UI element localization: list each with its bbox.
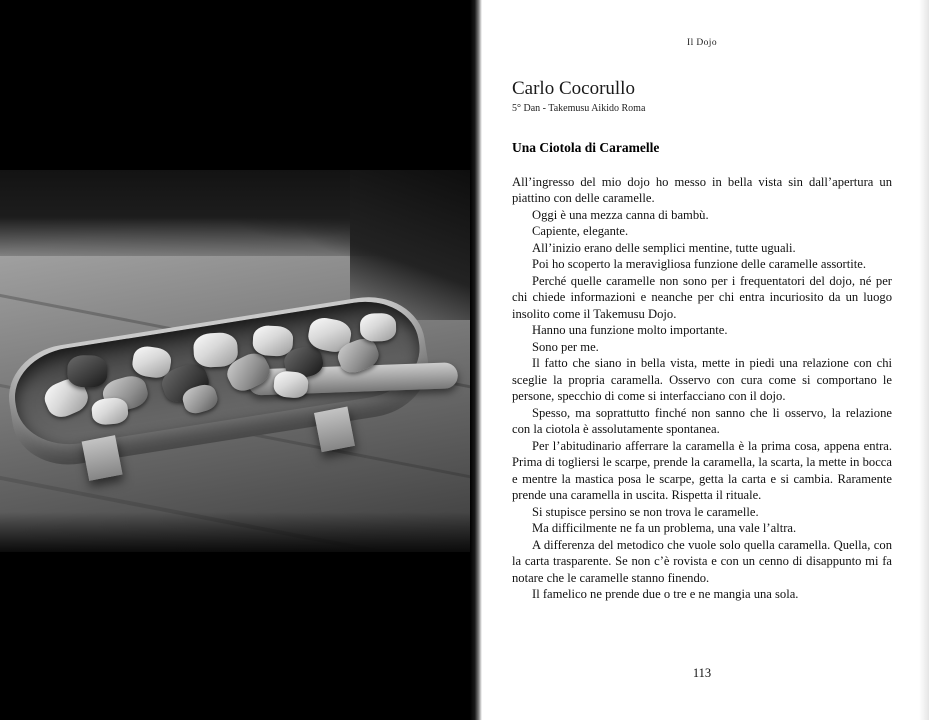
book-gutter xyxy=(470,0,482,720)
paragraph: Capiente, elegante. xyxy=(532,224,629,239)
paragraph: Ma difficilmente ne fa un problema, una vale l’altra. xyxy=(532,521,797,536)
author-name: Carlo Cocorullo xyxy=(512,78,635,99)
tray-foot xyxy=(82,435,123,481)
photograph-bamboo-tray xyxy=(0,170,470,552)
author-subtitle: 5° Dan - Takemusu Aikido Roma xyxy=(512,103,646,114)
paragraph: Il famelico ne prende due o tre e ne mangia una sola. xyxy=(532,587,799,602)
paragraph: Hanno una funzione molto importante. xyxy=(532,323,728,338)
article-body xyxy=(512,174,892,603)
tray-foot xyxy=(314,406,355,452)
paragraph: Perché quelle caramelle non sono per i frequentatori del dojo, né per chi chiede informazioni e neanche per chi entra incuriosito da un luogo insolito come il Takemusu Dojo. xyxy=(512,273,892,321)
right-page-text xyxy=(482,0,929,720)
paragraph: Si stupisce persino se non trova le caramelle. xyxy=(532,504,759,519)
paragraph: Per l’abitudinario afferrare la caramella è la prima cosa, appena entra. Prima di togliersi le scarpe, prende la caramella, la scarta, la mette in bocca e mentre la mastica posa le scarpe, getta la carta e si cambia. Raramente prende una caramella in uscita. Rispetta il rituale. xyxy=(512,438,892,503)
candy xyxy=(273,370,309,399)
running-head: Il Dojo xyxy=(687,38,717,48)
candy xyxy=(67,355,108,388)
paragraph: A differenza del metodico che vuole solo quella caramella. Quella, con la carta trasparente. Se non c’è rovista e con un cenno di disappunto mi fa notare che le caramelle stanno finendo. xyxy=(512,537,892,585)
paragraph: Sono per me. xyxy=(532,339,599,354)
candy xyxy=(360,313,396,342)
page-edge-shadow xyxy=(919,0,929,720)
photo-frame xyxy=(0,170,470,552)
paragraph: Poi ho scoperto la meravigliosa funzione delle caramelle assortite. xyxy=(532,257,866,272)
page-number: 113 xyxy=(692,666,712,680)
paragraph: All’ingresso del mio dojo ho messo in bella vista sin dall’apertura un piattino con delle caramelle. xyxy=(512,175,892,206)
photo-shadow-bottom xyxy=(0,512,470,552)
paragraph: Spesso, ma soprattutto finché non sanno che li osservo, la relazione con la ciotola è assolutamente spontanea. xyxy=(512,405,892,437)
bamboo-tray xyxy=(0,258,453,523)
article-title: Una Ciotola di Caramelle xyxy=(512,140,660,155)
candy xyxy=(91,397,129,426)
paragraph: All’inizio erano delle semplici mentine, tutte uguali. xyxy=(532,240,796,255)
paragraph: Oggi è una mezza canna di bambù. xyxy=(532,207,709,222)
paragraph: Il fatto che siano in bella vista, mette in piedi una relazione con chi sceglie la propria caramella. Osservo con cura come si comportano le persone, specchio di come si interfacciano con il dojo. xyxy=(512,356,892,404)
